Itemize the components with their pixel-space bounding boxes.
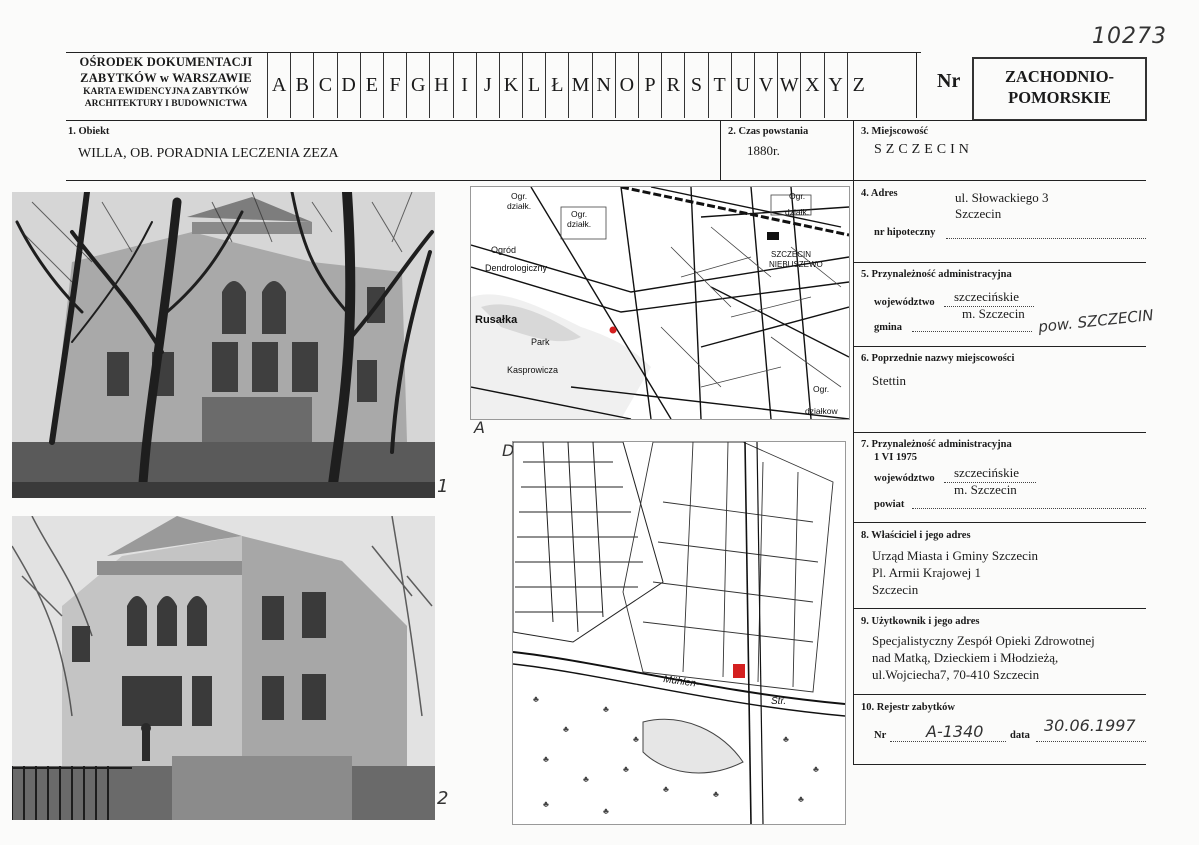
svg-text:♣: ♣ — [563, 724, 569, 734]
wlasciciel-label: 8. Właściciel i jego adres — [861, 530, 971, 541]
rejestr-data-value: 30.06.1997 — [1044, 716, 1136, 735]
index-letter-0: A — [267, 52, 290, 118]
org-line-2: ZABYTKÓW w WARSZAWIE — [80, 71, 252, 85]
row1-bottom-rule — [66, 180, 1146, 181]
map-a-label-7: Rusałka — [475, 314, 518, 326]
map-a-label-12: Ogr. — [789, 191, 806, 201]
index-letter-1: B — [290, 52, 313, 118]
region-line-2: POMORSKIE — [1008, 88, 1111, 107]
photo-1-marker: 1 — [437, 476, 449, 497]
wlasciciel-line-2: Pl. Armii Krajowej 1 — [872, 565, 982, 580]
adres-line-2: Szczecin — [955, 206, 1002, 221]
map-a-label-5: Ogród — [491, 245, 517, 255]
rejestr-data-line — [1036, 741, 1146, 742]
hipoteczny-label: nr hipoteczny — [874, 227, 936, 238]
map-d-label-1: Mühlen- — [662, 674, 700, 691]
org-line-1: OŚRODEK DOKUMENTACJI — [79, 55, 253, 69]
index-letter-10: K — [499, 52, 522, 118]
svg-text:♣: ♣ — [633, 734, 639, 744]
region-stamp — [972, 57, 1147, 121]
wojewodztwo-1975-label: województwo — [874, 473, 935, 484]
row1-divider-a — [720, 120, 721, 180]
svg-text:♣: ♣ — [783, 734, 789, 744]
map-a-label-14: Ogr. — [813, 384, 830, 394]
przynaleznosc-1975-date: 1 VI 1975 — [874, 452, 917, 463]
map-a-label-2: działk. — [507, 201, 532, 211]
archive-number: 10273 — [1092, 24, 1167, 49]
czas-label: 2. Czas powstania — [728, 126, 809, 137]
powiat-line — [912, 508, 1146, 509]
svg-text:♣: ♣ — [623, 764, 629, 774]
org-line-3: KARTA EWIDENCYJNA ZABYTKÓW — [83, 87, 249, 97]
svg-text:♣: ♣ — [533, 694, 539, 704]
uzytkownik-line-3: ul.Wojciecha7, 70-410 Szczecin — [872, 667, 1040, 682]
index-letter-7: H — [429, 52, 452, 118]
powiat-1975-value: m. Szczecin — [954, 482, 1017, 497]
wlasciciel-bottom-rule — [853, 608, 1146, 609]
przynaleznosc-1975-label: 7. Przynależność administracyjna — [861, 439, 1012, 450]
svg-text:♣: ♣ — [603, 704, 609, 714]
index-letter-18: S — [684, 52, 707, 118]
gmina-line — [912, 331, 1032, 332]
index-letter-19: T — [708, 52, 731, 118]
header-bottom-rule — [66, 120, 1146, 121]
region-line-1: ZACHODNIO- — [1004, 67, 1115, 86]
gmina-handwritten-note: pow. SZCZECIN — [1037, 306, 1155, 336]
obiekt-value: WILLA, OB. PORADNIA LECZENIA ZEZA — [78, 146, 339, 161]
index-letter-23: X — [800, 52, 823, 118]
hipoteczny-line — [946, 238, 1146, 239]
index-letters — [267, 52, 870, 118]
uzytkownik-line-1: Specjalistyczny Zespół Opieki Zdrowotnej — [872, 633, 1095, 648]
obiekt-label: 1. Obiekt — [68, 126, 110, 137]
svg-text:♣: ♣ — [583, 774, 589, 784]
wojewodztwo-value: szczecińskie — [954, 289, 1019, 304]
index-letter-11: L — [522, 52, 545, 118]
index-letter-20: U — [731, 52, 754, 118]
index-letter-3: D — [337, 52, 360, 118]
map-a-marker: A — [474, 418, 485, 437]
index-letter-15: O — [615, 52, 638, 118]
svg-text:♣: ♣ — [798, 794, 804, 804]
map-a-label-9: Kasprowicza — [507, 365, 559, 375]
institution-block — [66, 54, 266, 110]
map-a-label-13: działk. — [785, 207, 810, 217]
header-top-rule — [66, 52, 921, 53]
miejscowosc-value: SZCZECIN — [874, 142, 973, 157]
index-letter-12: Ł — [545, 52, 568, 118]
rejestr-nr-label: Nr — [874, 730, 887, 741]
index-letter-4: E — [360, 52, 383, 118]
index-letter-2: C — [313, 52, 336, 118]
svg-text:♣: ♣ — [543, 754, 549, 764]
index-letter-21: V — [754, 52, 777, 118]
map-d-plan — [512, 441, 846, 825]
rejestr-nr-value: A-1340 — [926, 722, 984, 741]
index-letter-25: Z — [847, 52, 870, 118]
poprzednie-bottom-rule — [853, 432, 1146, 433]
index-letter-8: I — [453, 52, 476, 118]
wlasciciel-line-3: Szczecin — [872, 582, 919, 597]
nr-label: Nr — [937, 70, 961, 92]
poprzednie-value: Stettin — [872, 373, 906, 388]
adres-bottom-rule — [853, 262, 1146, 263]
index-letter-13: M — [568, 52, 591, 118]
map-a-city — [470, 186, 850, 420]
uzytkownik-bottom-rule — [853, 694, 1146, 695]
map-a-label-15: działkow — [805, 406, 838, 416]
index-letter-6: G — [406, 52, 429, 118]
adres-label: 4. Adres — [861, 188, 898, 199]
miejscowosc-label: 3. Miejscowość — [861, 126, 929, 137]
wojewodztwo-label: województwo — [874, 297, 935, 308]
right-column-divider — [853, 120, 854, 764]
wojewodztwo-1975-value: szczecińskie — [954, 465, 1019, 480]
svg-text:♣: ♣ — [813, 764, 819, 774]
photo-villa-corner — [12, 516, 435, 820]
svg-text:♣: ♣ — [603, 806, 609, 816]
index-letter-9: J — [476, 52, 499, 118]
map-a-label-6: Dendrologiczny — [485, 263, 548, 273]
rejestr-label: 10. Rejestr zabytków — [861, 702, 955, 713]
map-a-label-4: działk. — [567, 219, 592, 229]
powiat-label: powiat — [874, 499, 905, 510]
gmina-label: gmina — [874, 322, 903, 333]
index-letter-24: Y — [824, 52, 847, 118]
przynaleznosc-label: 5. Przynależność administracyjna — [861, 269, 1012, 280]
letters-end-divider — [916, 52, 917, 118]
wlasciciel-line-1: Urząd Miasta i Gminy Szczecin — [872, 548, 1039, 563]
czas-value: 1880r. — [747, 143, 780, 158]
gmina-value: m. Szczecin — [962, 306, 1025, 321]
map-a-label-3: Ogr. — [571, 209, 588, 219]
przynaleznosc-bottom-rule — [853, 346, 1146, 347]
map-a-label-11: NIEBUSZEWO — [769, 260, 823, 269]
adres-line-1: ul. Słowackiego 3 — [955, 190, 1049, 205]
index-letter-5: F — [383, 52, 406, 118]
index-letter-16: P — [638, 52, 661, 118]
svg-text:♣: ♣ — [543, 799, 549, 809]
uzytkownik-line-2: nad Matką, Dzieckiem i Młodzieżą, — [872, 650, 1059, 665]
index-letter-17: R — [661, 52, 684, 118]
map-d-marker: D — [502, 441, 515, 460]
svg-text:♣: ♣ — [663, 784, 669, 794]
rejestr-bottom-rule — [853, 764, 1146, 765]
photo-villa-front — [12, 192, 435, 498]
index-letter-14: N — [592, 52, 615, 118]
map-a-label-8: Park — [531, 337, 550, 347]
map-d-label-2: Str. — [771, 696, 787, 707]
uzytkownik-label: 9. Użytkownik i jego adres — [861, 616, 980, 627]
svg-text:♣: ♣ — [713, 789, 719, 799]
poprzednie-label: 6. Poprzednie nazwy miejscowości — [861, 353, 1015, 364]
map-a-label-10: SZCZECIN — [771, 250, 811, 259]
org-line-4: ARCHITEKTURY I BUDOWNICTWA — [84, 99, 248, 109]
rejestr-nr-line — [890, 741, 1006, 742]
przynaleznosc-1975-bottom-rule — [853, 522, 1146, 523]
rejestr-data-label: data — [1010, 730, 1030, 741]
map-a-label-1: Ogr. — [511, 191, 528, 201]
photo-2-marker: 2 — [437, 788, 449, 809]
index-letter-22: W — [777, 52, 800, 118]
